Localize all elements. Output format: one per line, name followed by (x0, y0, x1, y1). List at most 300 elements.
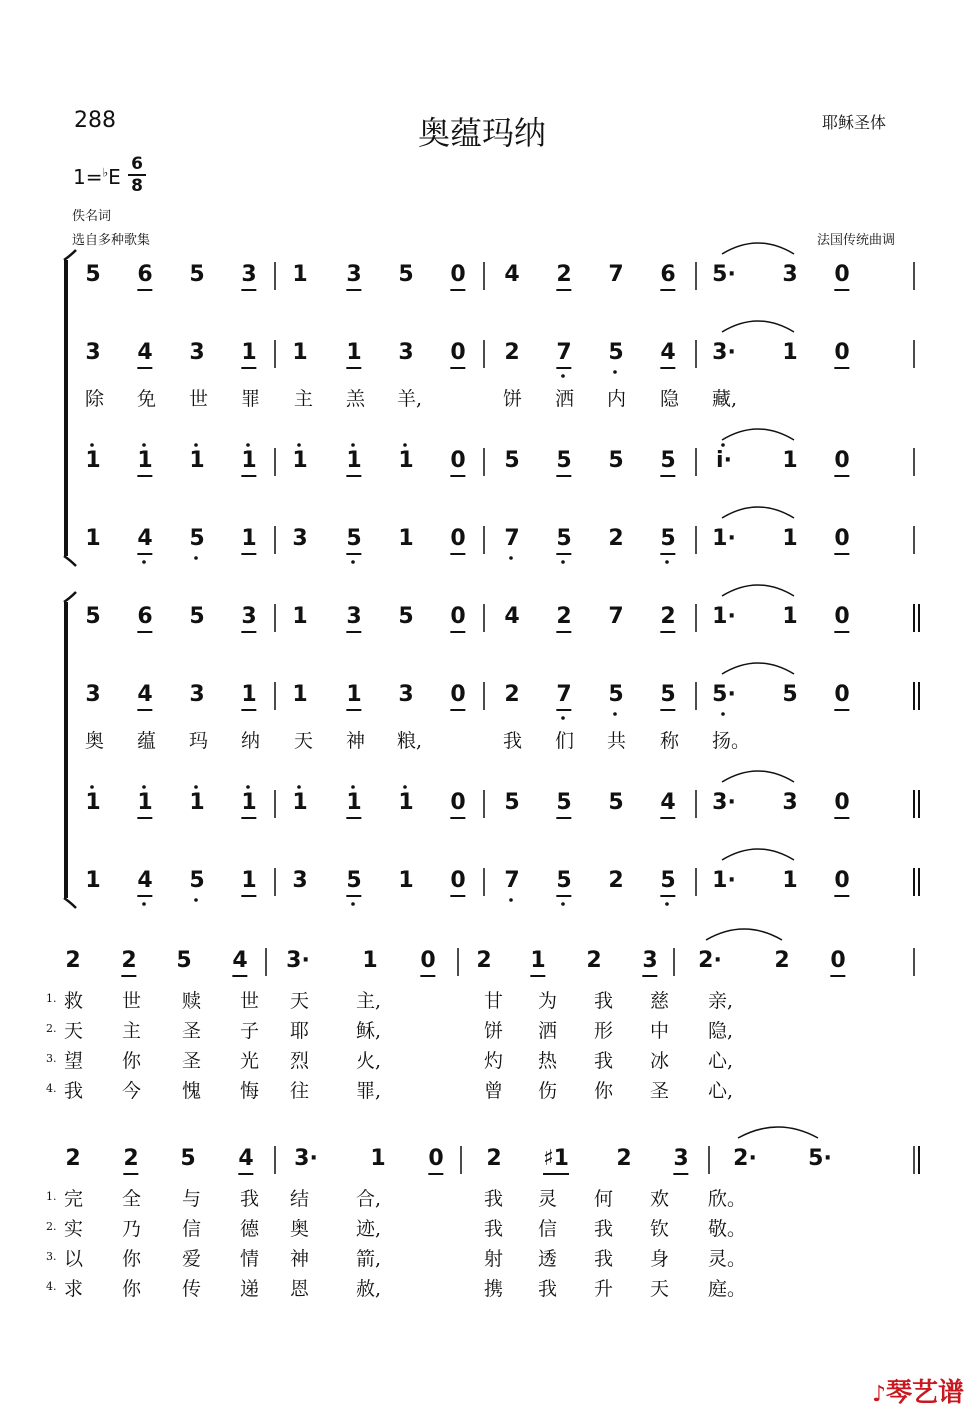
high-octave-dot (142, 785, 146, 789)
note-s0-v1: 7 (556, 340, 571, 369)
verse-lyric: 心, (708, 1050, 734, 1072)
melody-note: 2 (586, 948, 602, 973)
melody-note: 2 (476, 948, 492, 973)
lyric-s1: 天 (294, 730, 314, 752)
note-s0-v1: 4 (660, 340, 675, 369)
note-s0-v0: 6 (137, 262, 152, 291)
low-octave-dot (721, 712, 725, 716)
low-octave-dot (561, 902, 565, 906)
note-s1-v1: 3 (398, 682, 414, 707)
note-s1-v2: 5 (608, 790, 624, 815)
high-octave-dot (194, 443, 198, 447)
verse-lyric: 圣 (182, 1020, 202, 1042)
verse-lyric: 乃 (122, 1218, 142, 1240)
note-s1-v2: 1 (398, 790, 414, 815)
note-s1-v2: 3 (782, 790, 798, 815)
note-s1-v3: 1 (782, 868, 798, 893)
bracket-curl (64, 592, 76, 602)
lyric-s1: 共 (607, 730, 627, 752)
verse-lyric: 烈 (290, 1050, 310, 1072)
verse-lyric: 我 (64, 1080, 84, 1102)
note-s0-v3: 1· (712, 526, 736, 551)
low-octave-dot (561, 716, 565, 720)
lyric-s1: 奥 (85, 730, 105, 752)
lyric-s0: 羔 (346, 388, 366, 410)
note-s0-v0: 0 (450, 262, 465, 291)
verse-lyric: 主 (122, 1020, 142, 1042)
tie-arc (722, 663, 794, 674)
verse-lyric: 天 (290, 990, 310, 1012)
lyric-s1: 我 (503, 730, 523, 752)
high-octave-dot (246, 443, 250, 447)
verse-lyric: 世 (122, 990, 142, 1012)
note-s0-v2: 0 (834, 448, 849, 477)
note-s1-v2: 1 (292, 790, 308, 815)
low-octave-dot (194, 898, 198, 902)
low-octave-dot (613, 712, 617, 716)
note-s1-v1: 7 (556, 682, 571, 711)
verse-lyric: 箭, (356, 1248, 382, 1270)
note-s1-v0: 3 (346, 604, 361, 633)
verse-lyric: 冰 (650, 1050, 670, 1072)
watermark-text: 琴艺谱 (886, 1378, 965, 1408)
verse-lyric: 圣 (182, 1050, 202, 1072)
verse-lyric: 欣。 (708, 1188, 747, 1210)
verse-lyric: 中 (650, 1020, 670, 1042)
melody-note: 2 (123, 1146, 138, 1175)
note-s1-v3: 4 (137, 868, 152, 897)
melody-note: ♯1 (543, 1146, 569, 1175)
melody-note: 2· (698, 948, 722, 973)
note-s1-v3: 0 (834, 868, 849, 897)
note-s0-v1: 3 (189, 340, 205, 365)
high-octave-dot (194, 785, 198, 789)
note-s1-v1: 4 (137, 682, 152, 711)
high-octave-dot (90, 785, 94, 789)
verse-lyric: 心, (708, 1080, 734, 1102)
note-s0-v3: 5 (556, 526, 571, 555)
note-s0-v3: 5 (660, 526, 675, 555)
verse-lyric: 庭。 (708, 1278, 747, 1300)
low-octave-dot (142, 902, 146, 906)
note-s1-v3: 0 (450, 868, 465, 897)
note-s0-v1: 2 (504, 340, 520, 365)
note-s0-v0: 0 (834, 262, 849, 291)
note-s0-v1: 3· (712, 340, 736, 365)
melody-note: 2 (486, 1146, 502, 1171)
low-octave-dot (509, 898, 513, 902)
lyric-s0: 罪 (241, 388, 261, 410)
verse-lyric: 信 (538, 1218, 558, 1240)
note-s0-v0: 2 (556, 262, 571, 291)
verse-lyric: 神 (290, 1248, 310, 1270)
tie-arc (722, 585, 794, 596)
verse-lyric: 以 (64, 1248, 84, 1270)
melody-note: 1 (370, 1146, 386, 1171)
verse-lyric: 子 (240, 1020, 260, 1042)
verse-lyric: 火, (356, 1050, 382, 1072)
lyric-s0: 羊, (397, 388, 423, 410)
verse-lyric: 德 (240, 1218, 260, 1240)
verse-lyric: 实 (64, 1218, 84, 1240)
verse-lyric: 隐, (708, 1020, 734, 1042)
note-s0-v0: 5 (85, 262, 101, 287)
note-s0-v1: 4 (137, 340, 152, 369)
lyric-s1: 粮, (397, 730, 423, 752)
tie-arc (722, 849, 794, 860)
melody-note: 4 (238, 1146, 253, 1175)
verse-lyric: 与 (182, 1188, 202, 1210)
lyric-s0: 藏, (712, 388, 738, 410)
melody-note: 2· (733, 1146, 757, 1171)
high-octave-dot (297, 785, 301, 789)
note-s1-v0: 2 (556, 604, 571, 633)
verse-lyric: 你 (122, 1050, 142, 1072)
note-s0-v1: 1 (782, 340, 798, 365)
melody-note: 4 (232, 948, 247, 977)
verse-lyric: 形 (594, 1020, 614, 1042)
verse-lyric: 爱 (182, 1248, 202, 1270)
note-s1-v3: 7 (504, 868, 520, 893)
lyric-s1: 纳 (241, 730, 261, 752)
low-octave-dot (194, 556, 198, 560)
note-s0-v0: 4 (504, 262, 520, 287)
verse-lyric: 饼 (484, 1020, 504, 1042)
melody-note: 5 (180, 1146, 196, 1171)
lyric-s1: 称 (660, 730, 680, 752)
low-octave-dot (561, 374, 565, 378)
verse-lyric: 升 (594, 1278, 614, 1300)
note-s0-v0: 5 (189, 262, 205, 287)
tie-arc (722, 771, 794, 782)
note-s0-v1: 5 (608, 340, 624, 365)
note-s0-v1: 1 (241, 340, 256, 369)
note-s1-v3: 1 (241, 868, 256, 897)
note-s1-v1: 5 (782, 682, 798, 707)
note-s1-v1: 0 (450, 682, 465, 711)
note-s1-v2: 1 (346, 790, 361, 819)
high-octave-dot (90, 443, 94, 447)
time-bottom: 8 (128, 174, 146, 196)
low-octave-dot (509, 556, 513, 560)
verse-lyric: 你 (594, 1080, 614, 1102)
verse-lyric: 我 (484, 1188, 504, 1210)
note-s1-v3: 1 (398, 868, 414, 893)
note-s1-v2: 0 (450, 790, 465, 819)
melody-note: 2 (616, 1146, 632, 1171)
note-s0-v3: 2 (608, 526, 624, 551)
lyric-s0: 隐 (660, 388, 680, 410)
note-s1-v0: 5 (398, 604, 414, 629)
note-s0-v3: 5 (189, 526, 205, 551)
low-octave-dot (351, 560, 355, 564)
note-s1-v1: 5 (660, 682, 675, 711)
verse-lyric: 情 (240, 1248, 260, 1270)
note-s1-v3: 5 (660, 868, 675, 897)
verse-lyric: 为 (538, 990, 558, 1012)
verse-number: 3. (46, 1052, 57, 1065)
lyric-s0: 洒 (555, 388, 575, 410)
note-s0-v0: 5 (398, 262, 414, 287)
note-s1-v2: 0 (834, 790, 849, 819)
note-s0-v0: 6 (660, 262, 675, 291)
high-octave-dot (403, 443, 407, 447)
verse-lyric: 我 (594, 990, 614, 1012)
verse-lyric: 全 (122, 1188, 142, 1210)
key-prefix: 1= (73, 165, 103, 189)
source-credit: 选自多种歌集 (72, 233, 151, 248)
verse-number: 1. (46, 1190, 57, 1203)
lyric-s0: 世 (189, 388, 209, 410)
note-s0-v3: 3 (292, 526, 308, 551)
note-s0-v3: 5 (346, 526, 361, 555)
verse-lyric: 耶 (290, 1020, 310, 1042)
high-octave-dot (403, 785, 407, 789)
high-octave-dot (351, 785, 355, 789)
lyricist-credit: 佚名词 (72, 209, 112, 224)
tie-arc (722, 507, 794, 518)
verse-lyric: 曾 (484, 1080, 504, 1102)
note-s1-v0: 2 (660, 604, 675, 633)
note-s0-v0: 3 (346, 262, 361, 291)
verse-lyric: 愧 (182, 1080, 202, 1102)
note-s1-v0: 0 (834, 604, 849, 633)
note-s0-v2: 5 (660, 448, 675, 477)
note-s1-v0: 5 (189, 604, 205, 629)
verse-number: 1. (46, 992, 57, 1005)
melody-note: 1 (530, 948, 545, 977)
note-s0-v2: 1 (346, 448, 361, 477)
verse-number: 2. (46, 1220, 57, 1233)
verse-lyric: 主, (356, 990, 382, 1012)
melody-note: 1 (362, 948, 378, 973)
verse-lyric: 亲, (708, 990, 734, 1012)
verse-lyric: 灼 (484, 1050, 504, 1072)
lyric-s1: 们 (555, 730, 575, 752)
note-s0-v2: 1 (292, 448, 308, 473)
high-octave-dot (246, 785, 250, 789)
melody-note: 5· (808, 1146, 832, 1171)
note-s1-v3: 5 (556, 868, 571, 897)
note-s1-v3: 1· (712, 868, 736, 893)
verse-lyric: 结 (290, 1188, 310, 1210)
low-octave-dot (142, 560, 146, 564)
verse-lyric: 我 (538, 1278, 558, 1300)
note-s1-v3: 5 (189, 868, 205, 893)
verse-lyric: 圣 (650, 1080, 670, 1102)
lyric-s1: 扬。 (712, 730, 751, 752)
composer-credit: 法国传统曲调 (817, 233, 896, 248)
note-s0-v0: 1 (292, 262, 308, 287)
note-s0-v2: 1 (137, 448, 152, 477)
note-s0-v0: 5· (712, 262, 736, 287)
note-s0-v3: 7 (504, 526, 520, 551)
verse-lyric: 身 (650, 1248, 670, 1270)
high-octave-dot (351, 443, 355, 447)
note-s0-v1: 3 (85, 340, 101, 365)
note-s0-v3: 0 (450, 526, 465, 555)
high-octave-dot (721, 443, 725, 447)
note-s0-v2: 5 (504, 448, 520, 473)
verse-lyric: 射 (484, 1248, 504, 1270)
note-s1-v1: 1 (241, 682, 256, 711)
lyric-s1: 蕴 (137, 730, 157, 752)
verse-lyric: 求 (64, 1278, 84, 1300)
verse-lyric: 何 (594, 1188, 614, 1210)
verse-lyric: 我 (594, 1050, 614, 1072)
verse-lyric: 热 (538, 1050, 558, 1072)
note-s1-v0: 3 (241, 604, 256, 633)
note-s0-v3: 4 (137, 526, 152, 555)
page-number: 288 (74, 108, 116, 133)
logo-mark-icon: ♪ (872, 1382, 887, 1407)
note-s1-v2: 5 (556, 790, 571, 819)
verse-lyric: 救 (64, 990, 84, 1012)
note-s0-v2: 1 (241, 448, 256, 477)
verse-lyric: 稣, (356, 1020, 382, 1042)
note-s1-v2: 1 (241, 790, 256, 819)
verse-lyric: 合, (356, 1188, 382, 1210)
verse-lyric: 欢 (650, 1188, 670, 1210)
verse-lyric: 天 (64, 1020, 84, 1042)
verse-lyric: 携 (484, 1278, 504, 1300)
verse-lyric: 今 (122, 1080, 142, 1102)
verse-lyric: 完 (64, 1188, 84, 1210)
note-s0-v0: 3 (241, 262, 256, 291)
note-s1-v2: 5 (504, 790, 520, 815)
bracket-curl (64, 556, 76, 566)
note-s1-v1: 5· (712, 682, 736, 707)
note-s0-v2: 1 (782, 448, 798, 473)
note-s1-v3: 2 (608, 868, 624, 893)
bracket-curl (64, 250, 76, 260)
note-s1-v1: 5 (608, 682, 624, 707)
verse-lyric: 我 (484, 1218, 504, 1240)
lyric-s1: 神 (346, 730, 366, 752)
melody-note: 0 (420, 948, 435, 977)
note-s0-v1: 0 (450, 340, 465, 369)
note-s1-v1: 1 (292, 682, 308, 707)
note-s1-v2: 4 (660, 790, 675, 819)
high-octave-dot (297, 443, 301, 447)
note-s1-v0: 5 (85, 604, 101, 629)
verse-lyric: 你 (122, 1248, 142, 1270)
category-label: 耶稣圣体 (822, 113, 887, 132)
note-s1-v0: 0 (450, 604, 465, 633)
verse-lyric: 信 (182, 1218, 202, 1240)
lyric-s0: 内 (607, 388, 627, 410)
verse-lyric: 迹, (356, 1218, 382, 1240)
melody-note: 2 (121, 948, 136, 977)
low-octave-dot (665, 560, 669, 564)
verse-lyric: 光 (240, 1050, 260, 1072)
melody-note: 2 (774, 948, 790, 973)
verse-lyric: 我 (594, 1218, 614, 1240)
note-s0-v3: 1 (85, 526, 101, 551)
note-s0-v1: 3 (398, 340, 414, 365)
lyric-s0: 免 (137, 388, 157, 410)
note-s1-v0: 4 (504, 604, 520, 629)
note-s1-v2: 1 (85, 790, 101, 815)
note-s1-v0: 1 (782, 604, 798, 629)
note-s1-v3: 1 (85, 868, 101, 893)
key-note: E (108, 165, 121, 189)
note-s0-v2: 1 (398, 448, 414, 473)
note-s1-v1: 3 (85, 682, 101, 707)
melody-note: 2 (65, 1146, 81, 1171)
verse-lyric: 世 (240, 990, 260, 1012)
verse-lyric: 你 (122, 1278, 142, 1300)
note-s1-v0: 1· (712, 604, 736, 629)
note-s0-v3: 1 (782, 526, 798, 551)
note-s0-v1: 1 (292, 340, 308, 365)
note-s0-v3: 0 (834, 526, 849, 555)
note-s1-v0: 6 (137, 604, 152, 633)
note-s1-v2: 1 (189, 790, 205, 815)
note-s0-v2: 5 (556, 448, 571, 477)
tie-arc (722, 243, 794, 254)
verse-lyric: 罪, (356, 1080, 382, 1102)
verse-lyric: 灵。 (708, 1248, 747, 1270)
note-s0-v2: 5 (608, 448, 624, 473)
note-s1-v1: 3 (189, 682, 205, 707)
melody-note: 3· (286, 948, 310, 973)
verse-lyric: 慈 (650, 990, 670, 1012)
note-s1-v0: 1 (292, 604, 308, 629)
verse-lyric: 甘 (484, 990, 504, 1012)
note-s1-v3: 3 (292, 868, 308, 893)
verse-lyric: 洒 (538, 1020, 558, 1042)
verse-lyric: 伤 (538, 1080, 558, 1102)
note-s0-v0: 3 (782, 262, 798, 287)
tie-arc (706, 929, 782, 940)
note-s0-v1: 1 (346, 340, 361, 369)
verse-lyric: 传 (182, 1278, 202, 1300)
note-s0-v0: 7 (608, 262, 624, 287)
lyric-s0: 主 (294, 388, 314, 410)
low-octave-dot (613, 370, 617, 374)
note-s0-v3: 1 (241, 526, 256, 555)
note-s1-v1: 2 (504, 682, 520, 707)
verse-lyric: 赦, (356, 1278, 382, 1300)
song-title: 奥蕴玛纳 (418, 114, 547, 152)
low-octave-dot (351, 902, 355, 906)
note-s0-v3: 1 (398, 526, 414, 551)
verse-lyric: 钦 (650, 1218, 670, 1240)
verse-number: 3. (46, 1250, 57, 1263)
verse-lyric: 天 (650, 1278, 670, 1300)
note-s0-v2: 1 (85, 448, 101, 473)
verse-lyric: 递 (240, 1278, 260, 1300)
low-octave-dot (561, 560, 565, 564)
melody-note: 3 (642, 948, 657, 977)
flat-icon: ♭ (102, 165, 109, 180)
high-octave-dot (142, 443, 146, 447)
lyric-s0: 除 (85, 388, 105, 410)
verse-lyric: 敬。 (708, 1218, 747, 1240)
verse-lyric: 恩 (290, 1278, 310, 1300)
note-s0-v2: i· (716, 448, 732, 473)
note-s0-v2: 1 (189, 448, 205, 473)
note-s1-v2: 1 (137, 790, 152, 819)
time-top: 6 (131, 154, 143, 174)
tie-arc (722, 429, 794, 440)
verse-lyric: 往 (290, 1080, 310, 1102)
verse-lyric: 悔 (240, 1080, 260, 1102)
melody-note: 0 (428, 1146, 443, 1175)
bracket-curl (64, 898, 76, 908)
lyric-s0: 饼 (503, 388, 523, 410)
